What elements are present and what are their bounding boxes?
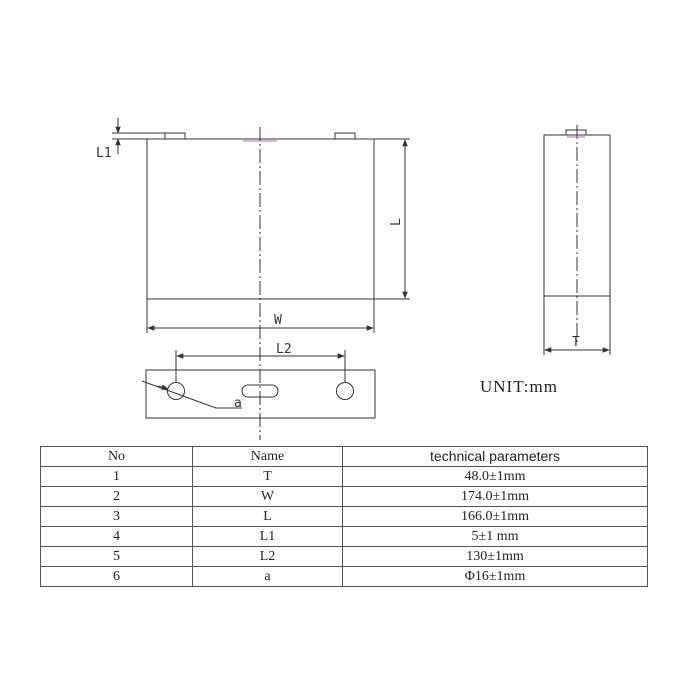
a-leader-line: [142, 381, 242, 408]
label-w: W: [274, 313, 282, 328]
row-value: 174.0±1mm: [343, 487, 648, 507]
row-no: 4: [41, 527, 193, 547]
header-name: Name: [193, 447, 343, 467]
header-no: No: [41, 447, 193, 467]
side-terminal: [566, 130, 586, 135]
row-name: L: [193, 507, 343, 527]
label-t: T: [572, 335, 580, 350]
header-technical-parameters: technical parameters: [343, 447, 648, 467]
parameters-table: [40, 446, 648, 587]
row-value: 166.0±1mm: [343, 507, 648, 527]
table-header-row: [41, 447, 648, 467]
row-no: 2: [41, 487, 193, 507]
top-view: [142, 350, 375, 418]
table-row: [41, 567, 648, 587]
row-no: 3: [41, 507, 193, 527]
table-row: [41, 507, 648, 527]
terminal-right: [335, 133, 355, 139]
row-name: T: [193, 467, 343, 487]
row-value: Φ16±1mm: [343, 567, 648, 587]
row-value: 130±1mm: [343, 547, 648, 567]
label-a: a: [234, 396, 242, 411]
row-name: a: [193, 567, 343, 587]
label-l: L: [389, 218, 404, 226]
side-view: [544, 125, 610, 355]
row-no: 1: [41, 467, 193, 487]
label-l1: L1: [96, 146, 112, 161]
row-name: W: [193, 487, 343, 507]
hole-right: [337, 383, 354, 400]
table-row: [41, 487, 648, 507]
row-name: L1: [193, 527, 343, 547]
table-row: [41, 467, 648, 487]
row-no: 6: [41, 567, 193, 587]
row-name: L2: [193, 547, 343, 567]
unit-label: UNIT:mm: [480, 377, 558, 396]
row-no: 5: [41, 547, 193, 567]
front-view: [112, 118, 410, 440]
table-row: [41, 527, 648, 547]
terminal-left: [165, 133, 185, 139]
label-l2: L2: [276, 342, 292, 357]
row-value: 5±1 mm: [343, 527, 648, 547]
row-value: 48.0±1mm: [343, 467, 648, 487]
table-row: [41, 547, 648, 567]
